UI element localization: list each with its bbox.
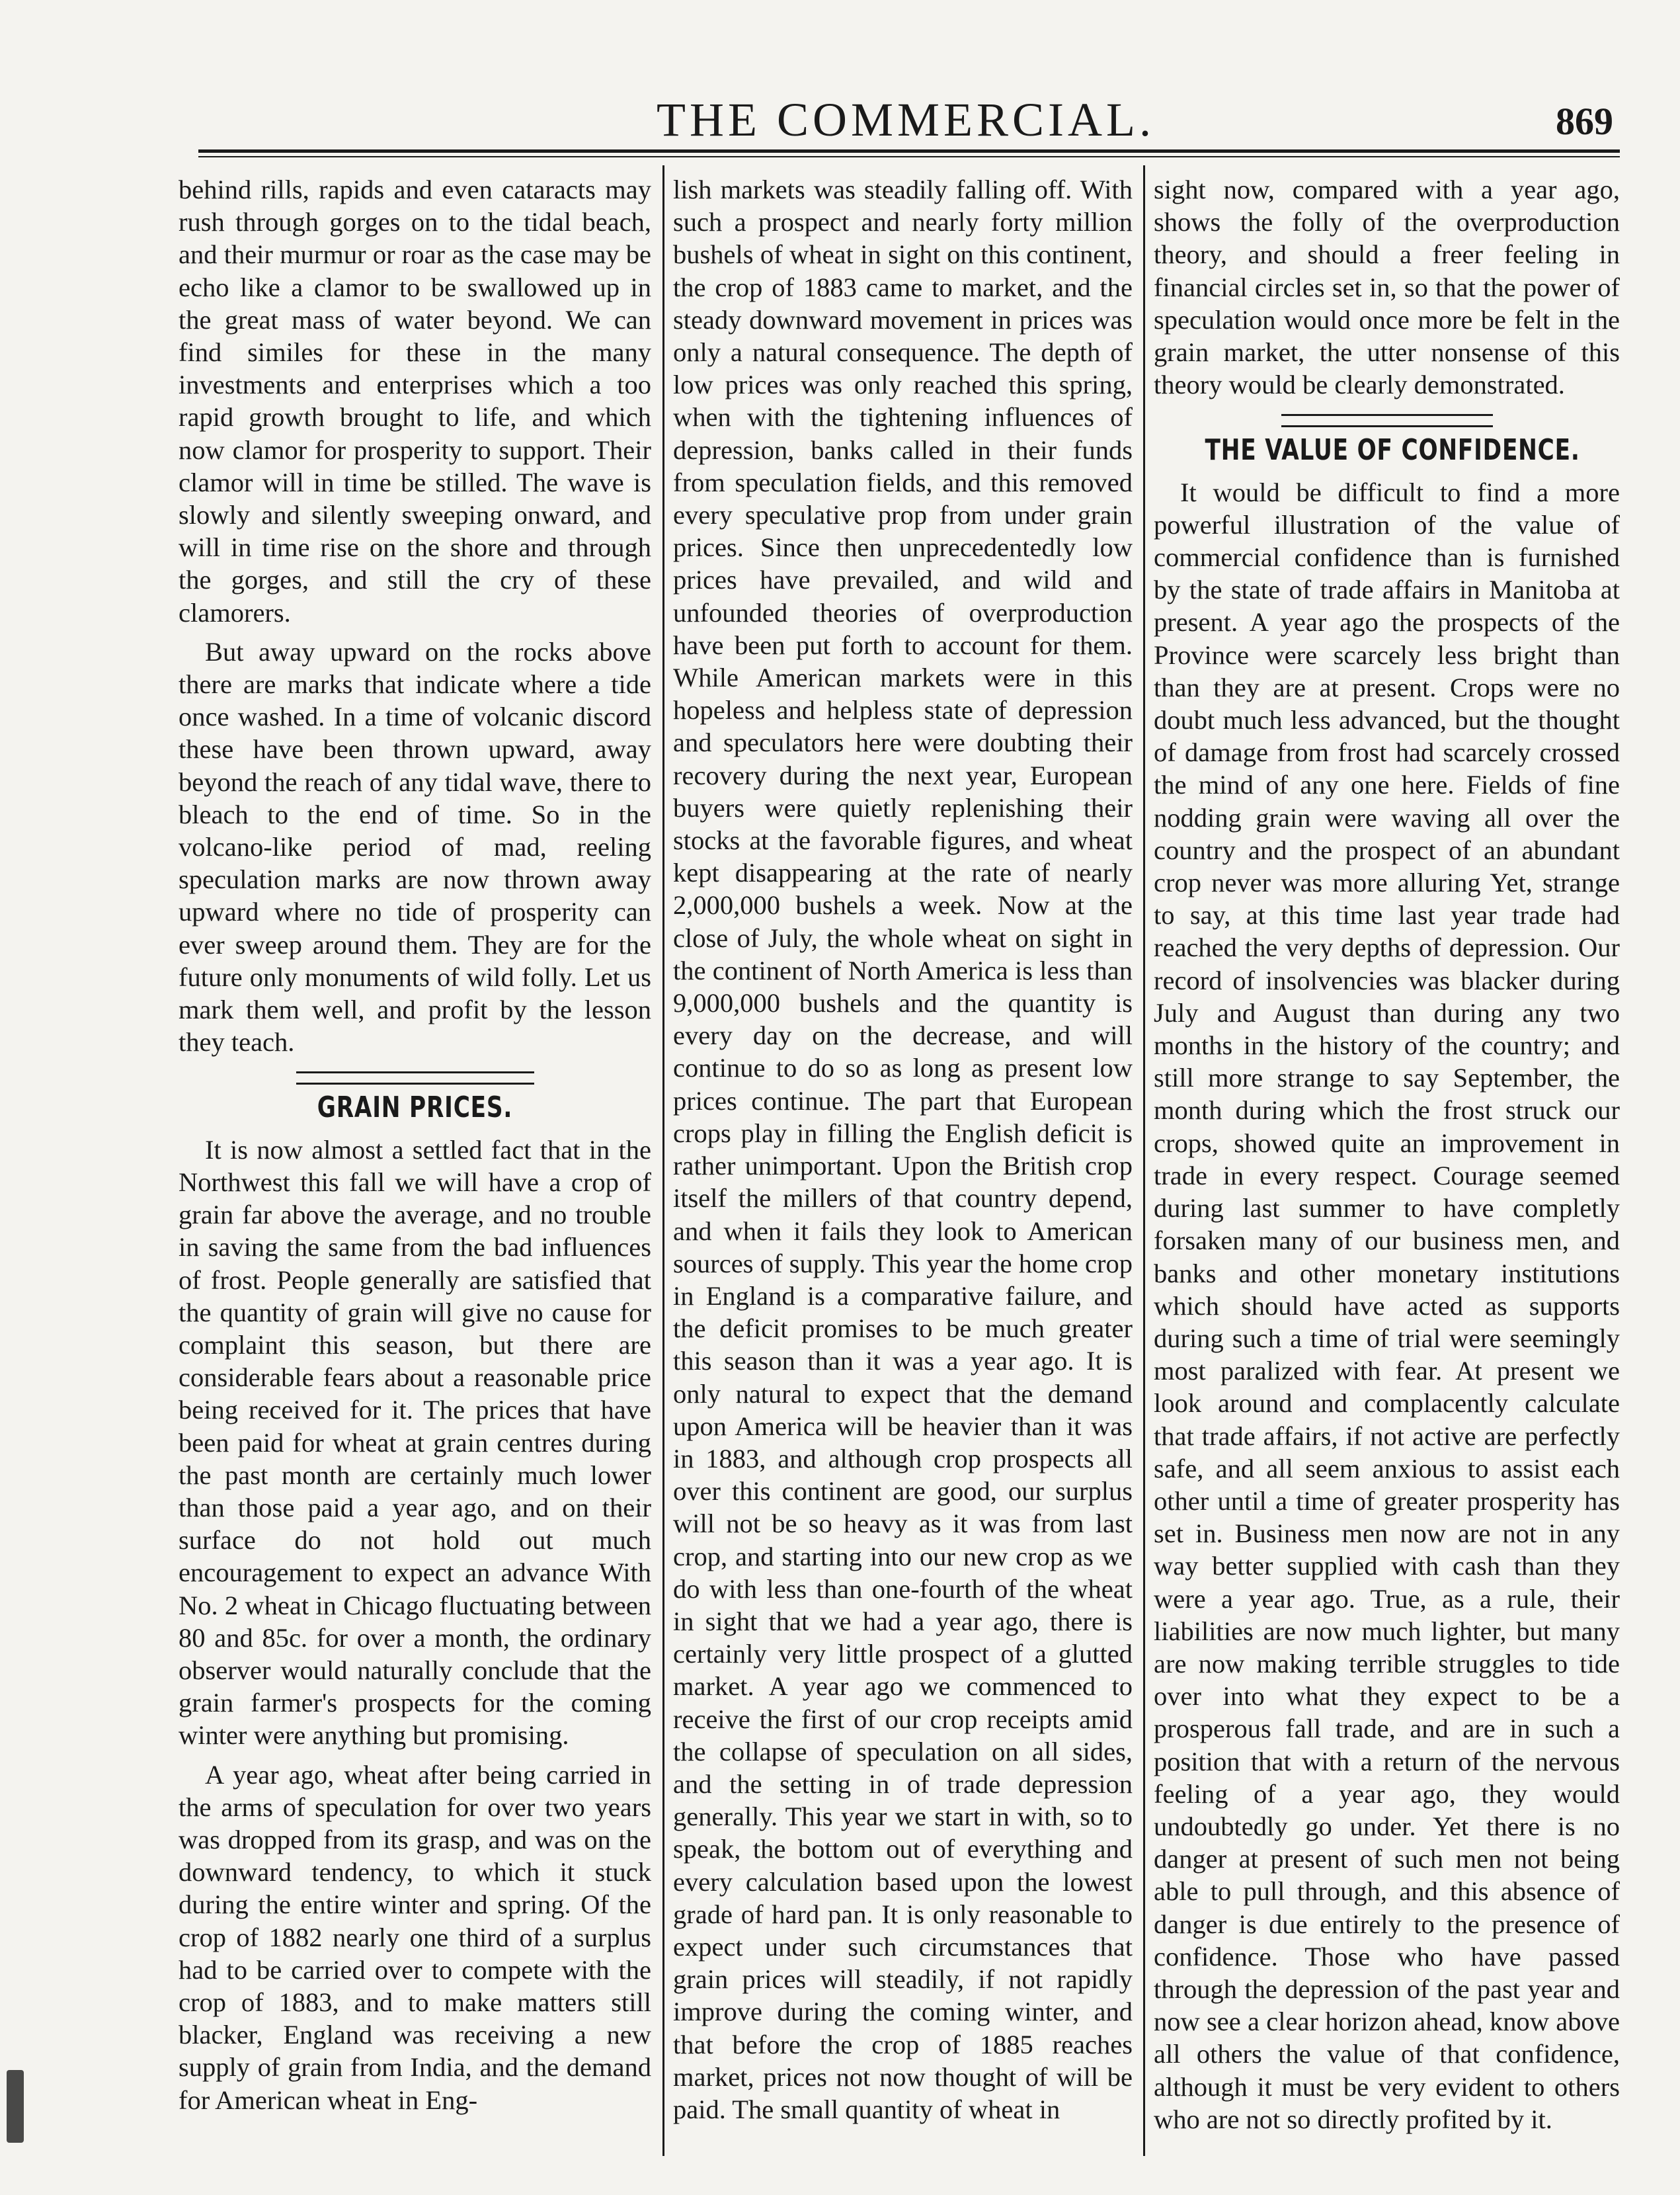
scan-edge-mark [7, 2070, 24, 2143]
header-rule-bottom [198, 156, 1620, 157]
section-separator [1281, 414, 1493, 427]
column-divider-left [662, 165, 664, 2156]
paragraph: It is now almost a settled fact that in the Northwest this fall we will have a crop of grain far above the average, and no trouble in saving the same from the bad influences of frost. People generally are satisfied that the quantity of grain will give no cause for complaint this season, but there are considerable fears about a reasonable price being received for it. The prices that have been paid for wheat at grain centres during the past month are certainly much lower than those paid a year ago, and on their surface do not hold out much encouragement to expect an advance With No. 2 wheat in Chicago fluctuating between 80 and 85c. for over a month, the ordinary observer would naturally conclude that the grain farmer's prospects for the coming winter were anything but promising. [179, 1134, 651, 1751]
column-right [1154, 173, 1620, 2151]
section-heading-grain-prices: GRAIN PRICES. [317, 1091, 513, 1125]
masthead [198, 79, 1613, 145]
publication-title: THE COMMERCIAL. [657, 93, 1155, 146]
paragraph: behind rills, rapids and even cataracts may rush through gorges on to the tidal beach, and their murmur or roar as the case may be echo like a clamor to be swallowed up in the great mass of water beyond. We can find similes for these in the many investments and enterprises which a too rapid growth brought to life, and which now clamor for prosperity to support. Their clamor will in time be stilled. The wave is slowly and silently sweeping onward, and will in time rise on the shore and through the gorges, and still the cry of these clamorers. [179, 175, 651, 628]
header-rule-top [198, 149, 1620, 153]
section-heading-value-of-confidence: THE VALUE OF CONFIDENCE. [1205, 433, 1580, 468]
paragraph: sight now, compared with a year ago, shows the folly of the overproduction theory, and should a freer feeling in financial circles set in, so that the power of speculation would once more be felt in the grain market, the utter nonsense of this theory would be clearly demonstrated. [1154, 175, 1620, 400]
paragraph: But away upward on the rocks above there are marks that indicate where a tide once washed. In a time of volcanic discord these have been thrown upward, away beyond the reach of any tidal wave, there to bleach to the end of time. So in the volcano-like period of mad, reeling speculation marks are now thrown away upward where no tide of prosperity can ever sweep around them. They are for the future only monuments of wild folly. Let us mark them well, and profit by the lesson they teach. [179, 636, 651, 1057]
page-number: 869 [1556, 100, 1613, 143]
column-left [179, 173, 651, 2151]
column-middle [673, 173, 1133, 2151]
paragraph: lish markets was steadily falling off. With such a prospect and nearly forty million bushels of wheat in sight on this continent, the crop of 1883 came to market, and the steady downward movement in prices was only a natural consequence. The depth of low prices was only reached this spring, when with the tightening influences of depression, banks called in their funds from speculation fields, and this removed every speculative prop from under grain prices. Since then unprecedentedly low prices have prevailed, and wild and unfounded theories of overproduction have been put forth to account for them. While American markets were in this hopeless and helpless state of depression and speculators here were doubting their recovery during the next year, European buyers were quietly replenishing their stocks at the favorable figures, and wheat kept disappearing at the rate of nearly 2,000,000 bushels a week. Now at the close of July, the whole wheat on sight in the continent of North America is less than 9,000,000 bushels and the quantity is every day on the decrease, and will continue to do so as long as present low prices continue. The part that European crops play in filling the English deficit is rather unimportant. Upon the British crop itself the millers of that country depend, and when it fails they look to American sources of supply. This year the home crop in England is a comparative failure, and the deficit promises to be much greater this season than it was a year ago. It is only natural to expect that the demand upon America will be heavier than it was in 1883, and although crop prospects all over this continent are good, our surplus will not be so heavy as it was from last crop, and starting into our new crop as we do with less than one-fourth of the wheat in sight that we had a year ago, there is certainly very little prospect of a glutted market. A year ago we commenced to receive the first of our crop receipts amid the collapse of speculation on all sides, and the setting in of trade depression generally. This year we start in with, so to speak, the bottom out of everything and every calculation based upon the lowest grade of hard pan. It is only reasonable to expect under such circumstances that grain prices will steadily, if not rapidly improve during the coming winter, and that before the crop of 1885 reaches market, prices not now thought of will be paid. The small quantity of wheat in [673, 175, 1133, 2124]
section-separator [296, 1071, 534, 1085]
paragraph: It would be difficult to find a more powerful illustration of the value of commercial confidence than is furnished by the state of trade affairs in Manitoba at present. A year ago the prospects of the Province were scarcely less bright than than they are at present. Crops were no doubt much less advanced, but the thought of damage from frost had scarcely crossed the mind of any one here. Fields of fine nodding grain were waving all over the country and the prospect of an abundant crop never was more alluring Yet, strange to say, at this time last year trade had reached the very depths of depression. Our record of insolvencies was blacker during July and August than during any two months in the history of the country; and still more strange to say September, the month during which the frost struck our crops, showed quite an improvement in trade in every respect. Courage seemed during last summer to have completly forsaken many of our business men, and banks and other monetary institutions which should have acted as supports during such a time of trial were seemingly most paralized with fear. At present we look around and complacently calculate that trade affairs, if not active are perfectly safe, and all seem anxious to assist each other until a time of greater prosperity has set in. Business men now are not in any way better supplied with cash than they were a year ago. True, as a rule, their liabilities are now much lighter, but many are now making terrible struggles to tide over into what they expect to be a prosperous fall trade, and are in such a position that with a return of the nervous feeling of a year ago, they would undoubtedly go under. Yet there is no danger at present of such men not being able to pull through, and this absence of danger is due entirely to the presence of confidence. Those who have passed through the depression of the past year and now see a clear horizon ahead, know above all others the value of that confidence, although it must be very evident to others who are not so directly profited by it. [1154, 477, 1620, 2134]
column-divider-right [1143, 165, 1145, 2156]
paragraph: A year ago, wheat after being carried in the arms of speculation for over two years was dropped from its grasp, and was on the downward tendency, to which it stuck during the entire winter and spring. Of the crop of 1882 nearly one third of a surplus had to be carried over to compete with the crop of 1883, and to make matters still blacker, England was receiving a new supply of grain from India, and the demand for American wheat in Eng- [179, 1759, 651, 2115]
